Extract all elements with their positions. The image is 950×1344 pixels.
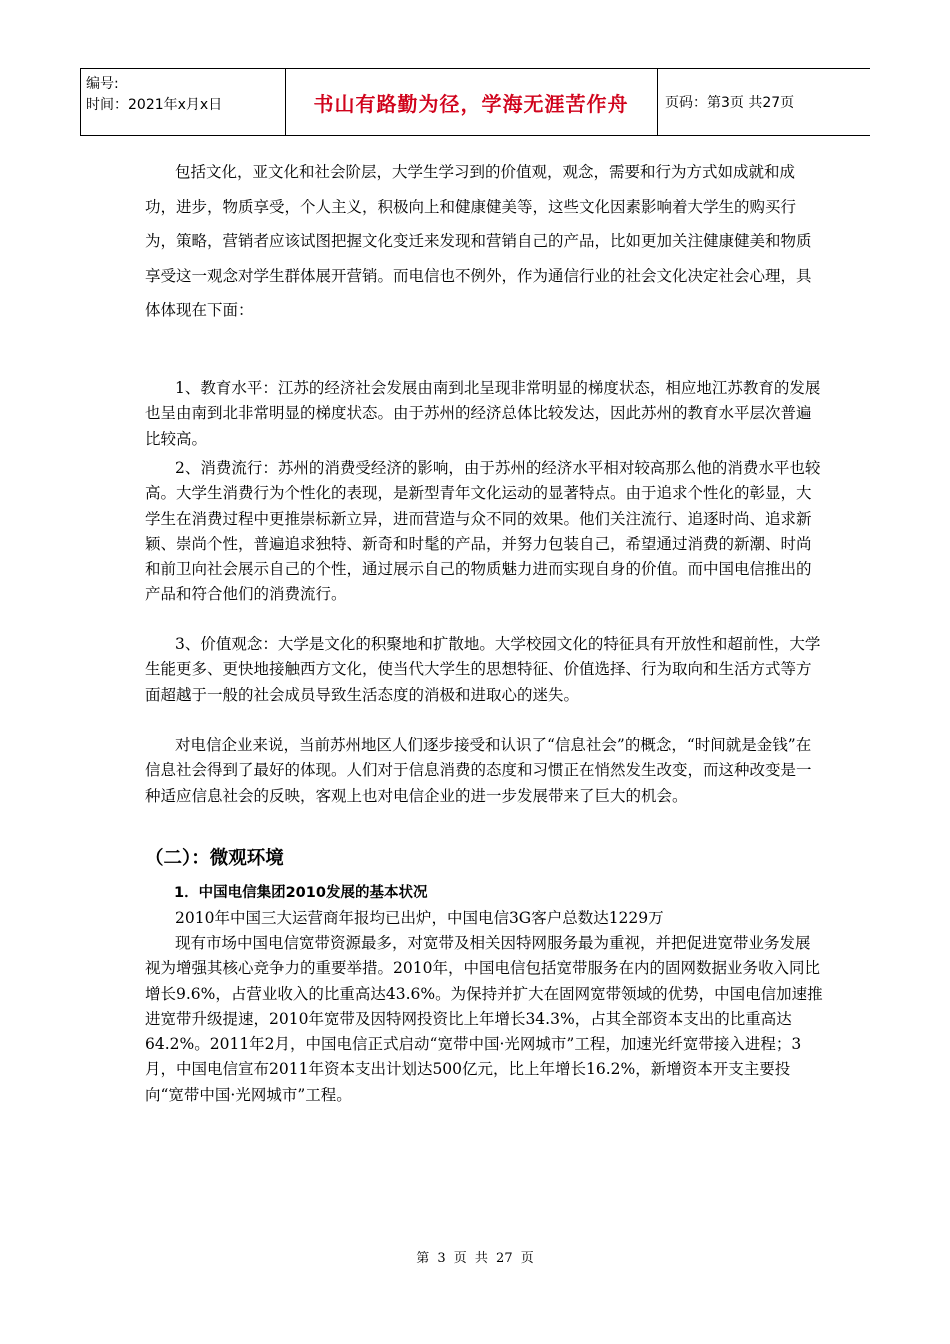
item-education: 1、教育水平：江苏的经济社会发展由南到北呈现非常明显的梯度状态，相应地江苏教育的发展也呈由南到北非常明显的梯度状态。由于苏州的经济总体比较发达，因此苏州的教育水平层次普遍比较高。: [145, 379, 821, 448]
item-values: 3、价值观念：大学是文化的积聚地和扩散地。大学校园文化的特征具有开放性和超前性，大学生能更多、更快地接触西方文化，使当代大学生的思想特征、价值选择、行为取向和生活方式等方面超越于一般的社会成员导致生活态度的消极和进取心的迷失。: [145, 635, 821, 704]
paragraph-broadband: 现有市场中国电信宽带资源最多，对宽带及相关因特网服务最为重视，并把促进宽带业务发展视为增强其核心竞争力的重要举措。2010年，中国电信包括宽带服务在内的固网数据业务收入同比增长9.6%，占营业收入的比重高达43.6%。为保持并扩大在固网宽带领域的优势，中国电信加速推进宽带升级提速，2010年宽带及因特网投资比上年增长34.3%，占其全部资本支出的比重高达64.2%。2011年2月，中国电信正式启动“宽带中国·光网城市”工程，加速光纤宽带接入进程；3月，中国电信宣布2011年资本支出计划达500亿元，比上年增长16.2%，新增资本开支主要投向“宽带中国·光网城市”工程。: [145, 934, 823, 1104]
date-label: 时间：2021年x月x日: [86, 97, 223, 113]
section-heading: （二）：微观环境: [145, 848, 284, 869]
page-footer: 第 3 页 共 27 页: [416, 1251, 534, 1266]
serial-label: 编号:: [86, 76, 119, 92]
telecom-paragraph: 对电信企业来说，当前苏州地区人们逐步接受和认识了“信息社会”的概念，“时间就是金钱”在信息社会得到了最好的体现。人们对于信息消费的态度和习惯正在悄然发生改变，而这种改变是一种适应信息社会的反映，客观上也对电信企业的进一步发展带来了巨大的机会。: [145, 736, 812, 805]
header-motto: 书山有路勤为径，学海无涯苦作舟: [313, 91, 629, 116]
header-meta: [86, 74, 222, 116]
header-left-border: [80, 68, 81, 136]
intro-paragraph: 包括文化，亚文化和社会阶层，大学生学习到的价值观，观念，需要和行为方式如成就和成功，进步，物质享受，个人主义，积极向上和健康健美等，这些文化因素影响着大学生的购买行为，策略，营销者应该试图把握文化变迁来发现和营销自己的产品，比如更加关注健康健美和物质享受这一观念对学生群体展开营销。而电信也不例外，作为通信行业的社会文化决定社会心理，具体体现在下面：: [145, 163, 812, 319]
item-consumption: 2、消费流行：苏州的消费受经济的影响，由于苏州的经济水平相对较高那么他的消费水平也较高。大学生消费行为个性化的表现，是新型青年文化运动的显著特点。由于追求个性化的彰显，大学生在消费过程中更推崇标新立异，进而营造与众不同的效果。他们关注流行、追逐时尚、追求新颖、崇尚个性，普遍追求独特、新奇和时髦的产品，并努力包装自己，希望通过消费的新潮、时尚和前卫向社会展示自己的个性，通过展示自己的物质魅力进而实现自身的价值。而中国电信推出的产品和符合他们的消费流行。: [145, 459, 821, 604]
subsection-heading: 1．中国电信集团2010发展的基本状况: [174, 885, 428, 901]
page-header: [80, 68, 870, 136]
paragraph-3g: 2010年中国三大运营商年报均已出炉，中国电信3G客户总数达1229万: [175, 909, 664, 927]
header-divider-2: [657, 68, 658, 136]
header-page-code: 页码：第3页 共27页: [665, 95, 795, 111]
